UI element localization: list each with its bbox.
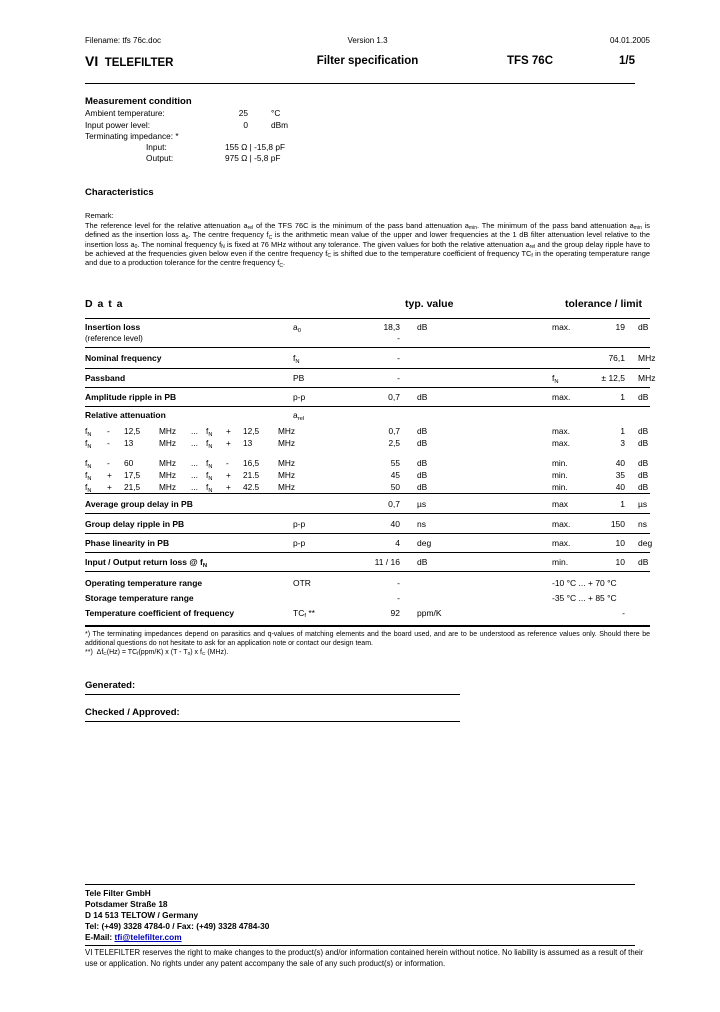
symbol-cell: $TC_f$ ** — [293, 607, 315, 620]
tolerance-value-cell: 1 — [620, 498, 625, 509]
table-row-storage-temperature — [85, 590, 650, 605]
table-row-group-delay-ripple — [85, 514, 650, 534]
email-label: E-Mail: — [85, 932, 113, 942]
typ-value-cell: 0,7 — [388, 498, 400, 509]
email-link[interactable]: tfi@telefilter.com — [114, 932, 182, 942]
freq-symbol: $f_N$ — [206, 438, 213, 450]
symbol-cell: p-p — [293, 518, 306, 529]
page-number: 1/5 — [619, 55, 635, 67]
tolerance-unit-cell: dB — [638, 392, 649, 402]
typ-value-cell: 0,7 — [388, 426, 400, 436]
table-row-operating-temperature — [85, 575, 650, 590]
measurement-sublabel: Input: — [146, 142, 167, 153]
typ-value-cell: 92 — [390, 607, 400, 618]
measurement-row-ambient — [85, 108, 650, 119]
frequency-range-row — [85, 469, 650, 481]
measurement-value: 975 Ω | -5,8 pF — [225, 153, 281, 164]
generated-signature-line: Generated: — [85, 680, 460, 695]
typ-value-cell: 40 — [390, 518, 400, 529]
freq-value: 21.5 — [243, 470, 260, 480]
param-label: Insertion loss — [85, 322, 141, 332]
param-cell: Group delay ripple in PB — [85, 518, 185, 529]
typ-value: 18,3 — [383, 322, 400, 332]
range-dots: ... — [191, 482, 198, 492]
param-cell: Average group delay in PB — [85, 498, 193, 509]
page-footer — [85, 884, 650, 969]
freq-symbol: $f_N$ — [85, 426, 92, 438]
tolerance-value-cell: 150 — [610, 518, 625, 529]
tolerance-unit-cell: dB — [638, 482, 649, 492]
unit-cell: ns — [417, 518, 426, 529]
tolerance-unit-cell: ns — [638, 518, 647, 529]
table-block-temperature — [85, 572, 650, 627]
tolerance-value-cell: 3 — [620, 438, 625, 448]
symbol-cell: OTR — [293, 577, 311, 588]
logo-name: TELEFILTER — [104, 57, 174, 69]
symbol-cell: PB — [293, 373, 305, 383]
tolerance-prefix-cell: max. — [552, 518, 571, 529]
column-header-typ-value: typ. value — [405, 298, 454, 310]
tolerance-prefix-cell: max. — [552, 538, 571, 548]
legal-disclaimer: VI TELEFILTER reserves the right to make changes to the product(s) and/or information contained herein without notice. No liability is assumed as a result of their use or application. No rights under any patent accompany the sale of any such product(s) or information. — [85, 948, 644, 968]
tolerance-unit-cell: dB — [638, 438, 649, 448]
freq-symbol: $f_N$ — [85, 482, 92, 494]
measurement-condition-section — [85, 96, 650, 165]
tolerance-prefix-cell: min. — [552, 482, 568, 492]
freq-value: 42.5 — [243, 482, 260, 492]
typ-value-cell: 55 — [390, 458, 400, 468]
characteristics-heading: Characteristics — [85, 187, 154, 198]
unit-cell: deg — [417, 538, 432, 548]
company-logo — [85, 53, 173, 71]
data-table — [85, 296, 656, 658]
document-version: Version 1.3 — [347, 36, 388, 45]
signature-section — [85, 680, 650, 722]
measurement-row-power — [85, 120, 650, 131]
typ-value-cell: - — [397, 373, 400, 383]
freq-value: 12,5 — [243, 426, 260, 436]
measurement-row-output — [85, 153, 650, 164]
freq-value: 13 — [243, 438, 253, 448]
tolerance-value-cell: 1 — [620, 426, 625, 436]
company-name: Tele Filter GmbH — [85, 888, 151, 898]
param-cell: Passband — [85, 373, 126, 383]
characteristics-section — [85, 187, 650, 267]
symbol-cell: $a_{rel}$ — [293, 410, 305, 422]
measurement-label: Terminating impedance: * — [85, 130, 179, 141]
measurement-row-input — [85, 142, 650, 153]
typ-value-cell: - — [397, 577, 400, 588]
freq-sign: - — [107, 426, 110, 436]
tolerance-unit-cell: MHz — [638, 373, 656, 383]
tolerance-value-cell: 40 — [615, 458, 625, 468]
footnote-tcf-formula: **) $\Delta f_C(Hz) = TC_f(ppm/K)$ x $(T - T_0)$ x $f_C$ (MHz). — [85, 649, 229, 658]
tolerance-range-cell: -10 °C ... + 70 °C — [552, 577, 617, 588]
unit-cell: µs — [417, 498, 427, 509]
table-row-nominal-frequency — [85, 348, 656, 369]
column-header-tolerance: tolerance / limit — [565, 298, 643, 310]
param-cell: Phase linearity in PB — [85, 538, 170, 548]
param-cell — [85, 322, 270, 344]
page-header — [85, 36, 650, 84]
typ-value-2: - — [397, 332, 400, 343]
tolerance-value-cell: 40 — [615, 482, 625, 492]
freq-unit: MHz — [159, 482, 177, 492]
unit-cell: ppm/K — [417, 607, 442, 618]
freq-sign: + — [226, 482, 231, 492]
table-row-return-loss — [85, 553, 650, 572]
table-row-average-group-delay — [85, 494, 650, 514]
tolerance-unit-cell: MHz — [638, 353, 656, 363]
freq-symbol: $f_N$ — [85, 470, 92, 482]
freq-unit: MHz — [159, 470, 177, 480]
frequency-range-row — [85, 457, 650, 469]
remark-paragraph: The reference level for the relative attenuation $a_{rel}$ of the TFS 76C is the minimum of the pass band attenuation $a_{min}$. The minimum of the pass band attenuation $a_{min}$ is defined as the insertion loss $a_0$. The centre frequency $f_C$ is the arithmetic mean value of the upper and lower frequencies at the 1 dB filter attenuation level relative to the insertion loss $a_0$. The nominal frequency $f_N$ is fixed at 76 MHz without any tolerance. The given values for both the relative attenuation $a_{rel}$ and the group delay ripple have to be achieved at the frequencies given below even if the centre frequency $f_C$ is shifted due to the temperature coefficient of frequency $TC_f$ in the operating temperature range and due to a production tolerance for the centre frequency $f_C$. — [85, 221, 650, 269]
footer-divider-rule — [85, 945, 635, 946]
range-dots: ... — [191, 470, 198, 480]
company-phone-fax: Tel: (+49) 3328 4784-0 / Fax: (+49) 3328 4784-30 — [85, 921, 270, 931]
param-sublabel: (reference level) — [85, 333, 143, 343]
tolerance-prefix-cell: max. — [552, 392, 571, 402]
measurement-sublabel: Output: — [146, 153, 174, 164]
tolerance-prefix-cell: min. — [552, 557, 569, 567]
checked-approved-signature-line: Checked / Approved: — [85, 707, 460, 722]
param-cell: Input / Output return loss @ $f_N$ — [85, 557, 208, 569]
freq-value: 60 — [124, 458, 134, 468]
tolerance-unit-cell: dB — [638, 458, 649, 468]
symbol-cell: $f_N$ — [293, 353, 300, 365]
table-row-insertion-loss — [85, 319, 650, 348]
typ-value-cell: - — [397, 592, 400, 603]
tolerance-unit-cell: dB — [638, 322, 649, 332]
measurement-label: Ambient temperature: — [85, 108, 165, 119]
remark-label: Remark: — [85, 211, 114, 220]
typ-value-cell: 0,7 — [388, 392, 400, 402]
tolerance-prefix-cell: max. — [552, 322, 571, 332]
freq-sign: + — [226, 438, 231, 448]
freq-unit: MHz — [159, 438, 177, 448]
measurement-unit: °C — [271, 108, 281, 119]
tolerance-prefix-cell: max. — [552, 438, 570, 448]
freq-symbol: $f_N$ — [206, 482, 213, 494]
freq-unit: MHz — [278, 438, 296, 448]
symbol-cell: p-p — [293, 538, 306, 548]
typ-value-cell: 11 / 16 — [374, 557, 400, 567]
tolerance-value-cell: ± 12,5 — [601, 373, 625, 383]
tolerance-value-cell: 10 — [615, 538, 625, 548]
document-filename: Filename: tfs 76c.doc — [85, 36, 162, 45]
frequency-range-row — [85, 481, 650, 493]
range-dots: ... — [191, 458, 198, 468]
unit-cell: dB — [417, 322, 428, 332]
typ-value-cell: 2,5 — [388, 438, 400, 448]
freq-sign: - — [107, 438, 110, 448]
tolerance-prefix-cell: min. — [552, 470, 568, 480]
freq-value: 21,5 — [124, 482, 141, 492]
typ-value-cell: 45 — [390, 470, 400, 480]
header-meta-row — [85, 36, 650, 49]
freq-symbol: $f_N$ — [85, 458, 92, 470]
measurement-value: 25 — [238, 108, 248, 119]
freq-unit: MHz — [278, 426, 296, 436]
typ-value-cell: - — [397, 353, 400, 363]
measurement-row-terminating — [85, 131, 650, 142]
company-email-row — [85, 932, 635, 943]
symbol-cell: $a_0$ — [293, 322, 301, 334]
param-cell: Relative attenuation — [85, 410, 166, 420]
freq-value: 12,5 — [124, 426, 141, 436]
range-dots: ... — [191, 426, 198, 436]
param-cell: Storage temperature range — [85, 592, 194, 603]
param-cell: Operating temperature range — [85, 577, 203, 588]
table-footnotes — [85, 630, 650, 657]
frequency-range-row — [85, 425, 650, 437]
logo-prefix: VI — [85, 53, 99, 69]
freq-unit: MHz — [278, 458, 296, 468]
typ-value-cell: 4 — [395, 538, 400, 548]
tolerance-value-cell: 76,1 — [608, 353, 625, 363]
freq-symbol: $f_N$ — [206, 426, 213, 438]
unit-cell: dB — [417, 426, 428, 436]
measurement-value: 0 — [243, 119, 248, 130]
tolerance-unit-cell: dB — [638, 470, 649, 480]
tolerance-prefix-cell: max. — [552, 426, 570, 436]
relative-attenuation-header — [85, 410, 650, 425]
tolerance-unit-cell: µs — [638, 498, 648, 509]
tolerance-value-cell: 1 — [620, 392, 625, 402]
freq-sign: - — [226, 458, 229, 468]
tolerance-unit-cell: deg — [638, 538, 653, 548]
freq-unit: MHz — [159, 426, 177, 436]
company-city: D 14 513 TELTOW / Germany — [85, 910, 199, 920]
document-title: Filter specification — [316, 55, 419, 67]
unit-cell: dB — [417, 438, 428, 448]
table-block-relative-attenuation — [85, 407, 650, 494]
table-row-phase-linearity — [85, 534, 653, 553]
tolerance-range-cell: -35 °C ... + 85 °C — [552, 592, 617, 603]
document-date: 04.01.2005 — [609, 36, 650, 45]
measurement-heading: Measurement condition — [85, 96, 192, 107]
freq-sign: + — [107, 482, 112, 492]
tolerance-value-cell: - — [622, 607, 625, 618]
table-row-temperature-coefficient — [85, 605, 650, 620]
param-cell: Nominal frequency — [85, 353, 162, 363]
freq-value: 16,5 — [243, 458, 260, 468]
tolerance-value-cell: 19 — [615, 322, 625, 332]
freq-symbol: $f_N$ — [206, 458, 213, 470]
freq-unit: MHz — [159, 458, 177, 468]
tolerance-unit-cell: dB — [638, 557, 649, 567]
typ-value-cell — [360, 322, 400, 343]
unit-cell: dB — [417, 482, 428, 492]
param-cell: Amplitude ripple in PB — [85, 392, 177, 402]
tolerance-value-cell: 35 — [615, 470, 625, 480]
freq-sign: - — [107, 458, 110, 468]
tolerance-prefix-cell: max — [552, 498, 569, 509]
param-cell: Temperature coefficient of frequency — [85, 607, 235, 618]
freq-value: 17,5 — [124, 470, 141, 480]
tolerance-prefix-cell: $f_N$ — [552, 373, 559, 385]
table-row-amplitude-ripple — [85, 388, 650, 407]
measurement-label: Input power level: — [85, 119, 151, 130]
measurement-unit: dBm — [271, 119, 289, 130]
unit-cell: dB — [417, 470, 428, 480]
range-dots: ... — [191, 438, 198, 448]
table-header-row — [85, 296, 650, 319]
measurement-value: 155 Ω | -15,8 pF — [225, 142, 286, 153]
header-rule — [85, 83, 635, 84]
company-street: Potsdamer Straße 18 — [85, 899, 168, 909]
unit-cell: dB — [417, 392, 428, 402]
tolerance-value-cell: 10 — [615, 557, 625, 567]
unit-cell: dB — [417, 458, 428, 468]
freq-sign: + — [226, 426, 231, 436]
footnote-terminating-impedance: *) The terminating impedances depend on parasitics and q-values of matching elements and the board used, and are to be understood as reference values only. Should there be additional questions do not hesitate to ask for an application note or contact our design team. — [85, 631, 650, 647]
freq-unit: MHz — [278, 470, 296, 480]
tolerance-prefix-cell: min. — [552, 458, 568, 468]
table-row-passband — [85, 369, 656, 388]
column-header-data: D a t a — [85, 298, 124, 310]
freq-symbol: $f_N$ — [206, 470, 213, 482]
freq-symbol: $f_N$ — [85, 438, 92, 450]
typ-value-cell: 50 — [390, 482, 400, 492]
freq-sign: + — [226, 470, 231, 480]
header-title-row — [85, 53, 650, 73]
freq-sign: + — [107, 470, 112, 480]
freq-value: 13 — [124, 438, 134, 448]
frequency-range-row — [85, 437, 650, 449]
part-number: TFS 76C — [507, 55, 554, 67]
symbol-cell: p-p — [293, 392, 306, 402]
unit-cell: dB — [417, 557, 428, 567]
company-address-block — [85, 885, 635, 943]
freq-unit: MHz — [278, 482, 296, 492]
tolerance-unit-cell: dB — [638, 426, 649, 436]
